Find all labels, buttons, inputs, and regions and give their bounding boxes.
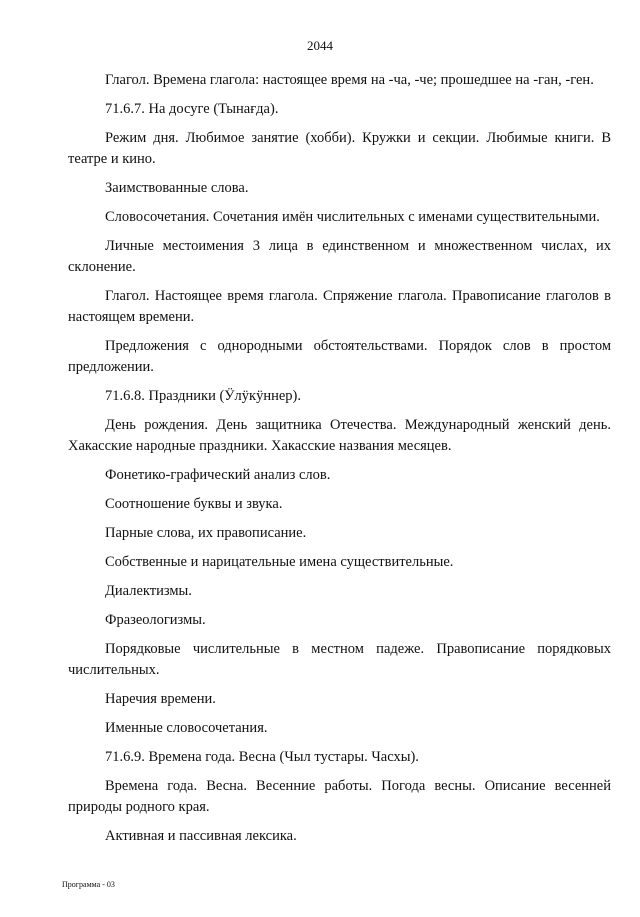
paragraph: Предложения с однородными обстоятельствами. Порядок слов в простом предложении. [68,338,611,375]
paragraph: Фонетико-графический анализ слов. [105,467,331,483]
page-content [68,70,611,855]
paragraph: Личные местоимения 3 лица в единственном и множественном числах, их склонение. [68,238,611,275]
paragraph: Заимствованные слова. [105,180,249,196]
paragraph: Наречия времени. [105,691,216,707]
section-heading: 71.6.8. Праздники (Ӱлӱкӱннер). [105,388,301,404]
paragraph: Глагол. Времена глагола: настоящее время на -ча, -че; прошедшее на -ган, -ген. [105,72,594,88]
paragraph: День рождения. День защитника Отечества. Международный женский день. Хакасские народные праздники. Хакасские названия месяцев. [68,417,611,454]
paragraph: Порядковые числительные в местном падеже. Правописание порядковых числительных. [68,641,611,678]
footer-label: Программа - 03 [62,880,115,889]
paragraph: Режим дня. Любимое занятие (хобби). Кружки и секции. Любимые книги. В театре и кино. [68,130,611,167]
paragraph: Активная и пассивная лексика. [105,828,297,844]
paragraph: Собственные и нарицательные имена существительные. [105,554,454,570]
paragraph: Глагол. Настоящее время глагола. Спряжение глагола. Правописание глаголов в настоящем времени. [68,288,611,325]
page-number: 2044 [307,38,333,53]
section-heading: 71.6.9. Времена года. Весна (Чыл тустары. Часхы). [105,749,419,765]
paragraph: Диалектизмы. [105,583,192,599]
paragraph: Словосочетания. Сочетания имён числительных с именами существительными. [105,209,600,225]
paragraph: Фразеологизмы. [105,612,206,628]
paragraph: Соотношение буквы и звука. [105,496,283,512]
section-heading: 71.6.7. На досуге (Тынағда). [105,101,279,117]
paragraph: Парные слова, их правописание. [105,525,307,541]
paragraph: Именные словосочетания. [105,720,268,736]
paragraph: Времена года. Весна. Весенние работы. Погода весны. Описание весенней природы родного края. [68,778,611,815]
